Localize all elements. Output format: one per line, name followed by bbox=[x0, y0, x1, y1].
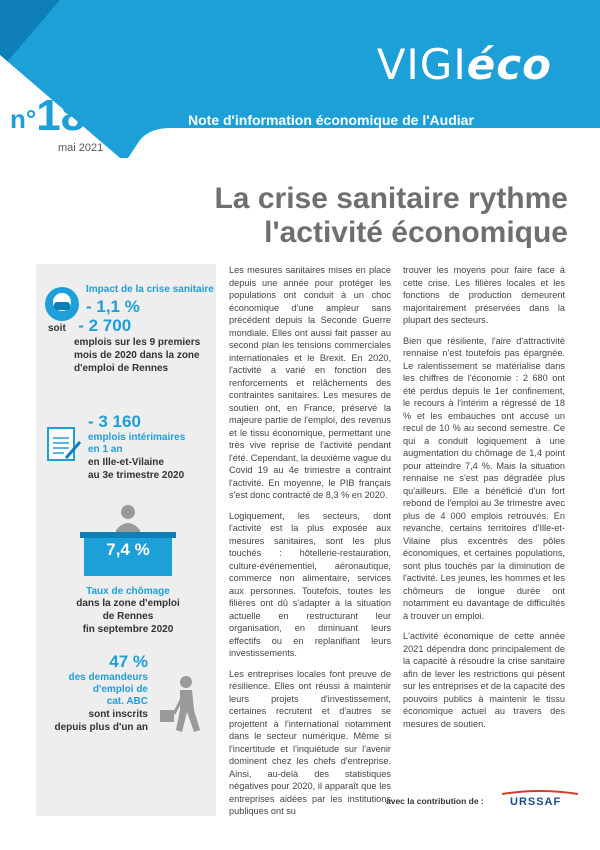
stat4-line5: depuis plus d'un an bbox=[54, 722, 148, 733]
stat1-secondary bbox=[46, 316, 214, 336]
stat3-desc2: de Rennes bbox=[102, 611, 154, 622]
stat4-value: 47 % bbox=[109, 652, 148, 671]
col1-paragraph-1: Les mesures sanitaires mises en place depuis une année pour protéger les populations ont conduit à un choc économique d'une ampleur sans précédent depuis la Seconde Guerre mondiale. Elles ont aussi fait passer au second plan les tensions commerciales internationales et le Brexit. En 2020, l'activité a varié en fonction des renforcements et relâchements des contraintes sanitaires. Les mesures de soutien ont, en France, préservé la majeure partie de l'emploi, des revenus et le tissu économique, permettant une très vive reprise de l'activité pendant l'été. Cependant, la deuxième vague du Covid 19 au 4e trimestre a contraint l'activité. En moyenne, le PIB français s'est donc contracté de 8,3 % en 2020. bbox=[229, 265, 391, 500]
title-line-1: La crise sanitaire rythme bbox=[214, 182, 568, 215]
header-subtitle: Note d'information économique de l'Audiar bbox=[188, 112, 474, 128]
issue-date: mai 2021 bbox=[58, 142, 104, 154]
col1-paragraph-2: Logiquement, les secteurs, dont l'activité est la plus exposée aux mesures sanitaires, sont les plus touchés : hôtellerie-restauration, culture-événementiel, aéronautique, commerce non alimentaire, services aux personnes. Toutefois, toutes les filières ont dû s'adapter à la situation actuelle en restructurant leur organisation, en diminuant leurs effectifs ou en replanifiant leurs investissements. bbox=[229, 510, 391, 658]
stat4-line3: cat. ABC bbox=[106, 696, 148, 707]
header-banner bbox=[0, 0, 600, 158]
title-line-2: l'activité économique bbox=[264, 216, 568, 249]
contribution-credit: avec la contribution de : bbox=[386, 796, 484, 806]
issue-prefix: n° bbox=[10, 104, 37, 134]
col2-paragraph-3: L'activité économique de cette année 2021 dépendra donc principalement de la capacité à résoudre la crise sanitaire afin de lever les restrictions qui pèsent sur les entreprises et de la capacité des pouvoirs publics à maintenir le tissu économique actuel au travers des mesures de soutien. bbox=[403, 631, 565, 729]
stat1-value1: - 1,1 % bbox=[86, 297, 140, 316]
stat2-line4: au 3e trimestre 2020 bbox=[88, 470, 185, 481]
stat1-desc: emplois sur les 9 premiers mois de 2020 dans la zone d'emploi de Rennes bbox=[74, 337, 201, 374]
brand-suffix: éco bbox=[466, 40, 552, 89]
stat1-value2: - 2 700 bbox=[78, 316, 132, 335]
stat3-desc1: dans la zone d'emploi bbox=[76, 598, 180, 609]
stat3-value: 7,4 % bbox=[106, 540, 150, 559]
article-column-2 bbox=[403, 264, 565, 738]
stat-temp-jobs bbox=[88, 412, 214, 482]
stat4-line4: sont inscrits bbox=[88, 709, 148, 720]
document-pen-icon bbox=[44, 424, 82, 464]
stat3-heading: Taux de chômage bbox=[86, 586, 170, 597]
stat4-line2: d'emploi de bbox=[92, 684, 148, 695]
stat3-desc3: fin septembre 2020 bbox=[82, 624, 174, 635]
stat2-line2: en 1 an bbox=[88, 444, 123, 455]
article-column-1 bbox=[229, 264, 391, 826]
stat1-soit: soit bbox=[48, 323, 66, 334]
stat2-line1: emplois intérimaires bbox=[88, 432, 186, 443]
col1-paragraph-3: Les entreprises locales font preuve de résilience. Elles ont réussi à maintenir leurs projets d'investissement, certaines recrutent et d'autres se projettent à l'international notamment dans le secteur numérique. Même si l'incertitude et l'inquiétude sur l'avenir dominent chez les chefs d'entreprise. Ainsi, au-delà des statistiques négatives pour 2020, il apparaît que les entreprises aidées par les institutions publiques ont su bbox=[229, 668, 391, 816]
walking-person-icon bbox=[154, 674, 210, 736]
stat1-heading: Impact de la crise sanitaire bbox=[86, 284, 214, 295]
stat2-value: - 3 160 bbox=[88, 412, 141, 431]
stat4-line1: des demandeurs bbox=[68, 672, 148, 683]
brand-prefix: VIGI bbox=[376, 40, 467, 89]
partner-name: URSSAF bbox=[510, 796, 562, 808]
stat-unemployment bbox=[44, 586, 212, 636]
stats-sidebar bbox=[36, 264, 216, 816]
page-title bbox=[68, 182, 568, 250]
stat2-line3: en Ille-et-Vilaine bbox=[88, 457, 164, 468]
col2-paragraph-2: Bien que résiliente, l'aire d'attractivité rennaise n'est toutefois pas épargnée. Le ralentissement se matérialise dans les chiffres de l'économie : 2 680 ont été perdus depuis le 1er confinement, le recours à l'intérim a régressé de 18 % et les embauches ont accusé un recul de 10 % au second semestre. Ce qui a conduit logiquement à une augmentation du chômage de 1,4 point pour atteindre 7,4 %. Mais la situation rennaise ne s'est pas dégradée plus qu'ailleurs. Elle a bénéficié d'un fort rebond de l'emploi au 3e trimestre avec plus de 4 000 emplois retrouvés. En revanche, certains territoires d'Ille-et-Vilaine plus excentrés des pôles économiques, et certaines populations, sont plus touchés par la diminution de l'activité. Les jeunes, les hommes et les chômeurs de longue durée ont notamment eu davantage de difficultés à trouver un emploi. bbox=[403, 335, 565, 621]
stat-long-term bbox=[44, 652, 148, 734]
brand-logo bbox=[377, 40, 552, 89]
issue-number bbox=[10, 91, 86, 140]
issue-num: 18 bbox=[36, 91, 86, 140]
stat-crisis-impact bbox=[86, 284, 214, 317]
col2-paragraph-1: trouver les moyens pour faire face à cette crise. Les filières locales et les fonctions de production demeurent majoritairement préservées dans la plupart des secteurs. bbox=[403, 265, 565, 325]
